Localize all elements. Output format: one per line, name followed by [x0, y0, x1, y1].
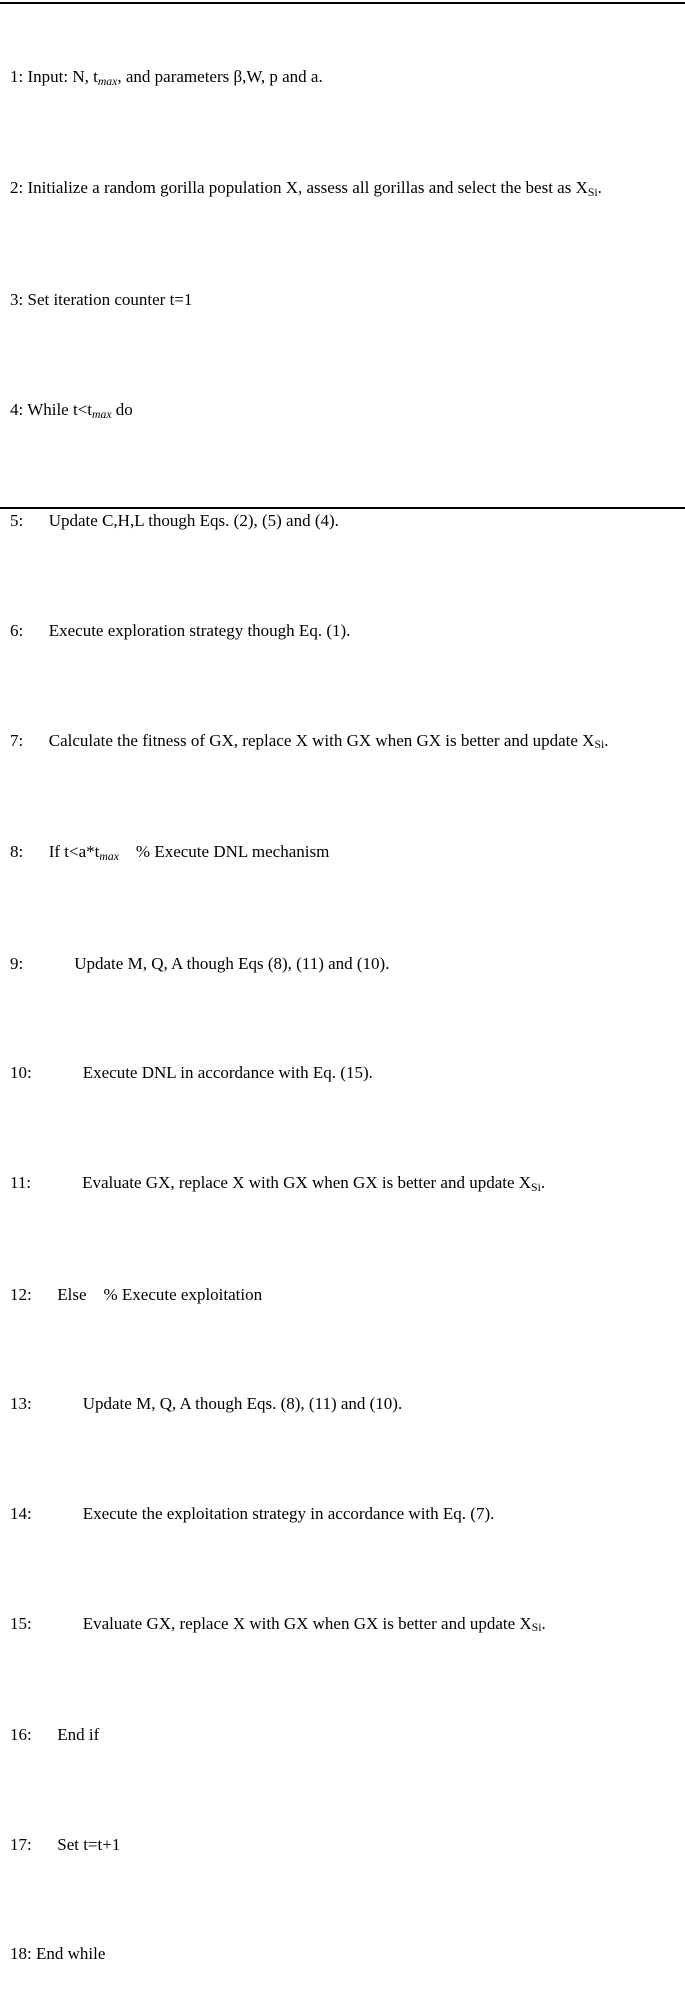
line-number: 16:	[10, 1725, 32, 1745]
algorithm-line	[10, 396, 685, 425]
algorithm-line	[10, 1610, 685, 1639]
line-number: 17:	[10, 1834, 32, 1854]
algorithm-line	[10, 1169, 685, 1198]
line-indent	[32, 1394, 83, 1413]
algorithm-line	[10, 174, 685, 203]
algorithm-line	[10, 838, 685, 867]
line-number: 2:	[10, 178, 24, 198]
line-indent	[23, 621, 49, 640]
line-number: 18:	[10, 1944, 32, 1964]
line-indent	[32, 1614, 83, 1633]
subscript: max	[99, 850, 119, 864]
algorithm-line	[10, 1059, 685, 1086]
line-indent	[32, 1063, 83, 1082]
line-number: 12:	[10, 1284, 32, 1304]
line-number: 5:	[10, 511, 24, 531]
line-number: 15:	[10, 1613, 32, 1633]
subscript: max	[97, 74, 118, 88]
line-text: Execute exploration strategy though Eq. (1).	[48, 620, 351, 640]
algorithm-line	[10, 1390, 685, 1417]
line-text: Calculate the fitness of GX, replace X with GX when GX is better and update XSi.	[48, 730, 609, 752]
subscript: Si	[594, 738, 605, 752]
algorithm-line	[10, 63, 685, 92]
line-text: While t<tmax do	[27, 399, 133, 421]
line-text: Evaluate GX, replace X with GX when GX is better and update XSi.	[82, 1173, 546, 1194]
line-text: End while	[35, 1944, 106, 1964]
line-text: Update M, Q, A though Eqs. (8), (11) and (10).	[82, 1394, 403, 1414]
algorithm-line	[10, 1831, 685, 1858]
algorithm-line	[10, 507, 685, 534]
line-text: Set iteration counter t=1	[27, 290, 193, 310]
line-text: Set t=t+1	[57, 1834, 121, 1854]
algorithm-line	[10, 727, 685, 756]
line-indent	[32, 1835, 58, 1854]
line-number: 1:	[10, 66, 24, 86]
line-text: End if	[57, 1725, 100, 1745]
line-indent	[23, 954, 74, 973]
line-text: If t<a*tmax % Execute DNL mechanism	[48, 842, 330, 864]
line-text: Evaluate GX, replace X with GX when GX is better and update XSi.	[82, 1613, 546, 1635]
line-text: Execute DNL in accordance with Eq. (15).	[82, 1063, 373, 1083]
algorithm-body	[10, 8, 685, 1995]
line-text: Update M, Q, A though Eqs (8), (11) and (10).	[74, 953, 390, 973]
line-text: Update C,H,L though Eqs. (2), (5) and (4).	[48, 511, 339, 531]
line-number: 14:	[10, 1503, 32, 1523]
algorithm-line	[10, 1940, 685, 1967]
algorithm-line	[10, 1500, 685, 1527]
line-number: 10:	[10, 1063, 32, 1083]
line-indent	[32, 1285, 58, 1304]
subscript: Si	[587, 186, 598, 200]
line-number: 6:	[10, 620, 24, 640]
algorithm-line	[10, 1721, 685, 1748]
line-indent	[23, 731, 49, 750]
algorithm-line	[10, 617, 685, 644]
line-indent	[23, 511, 49, 530]
line-number: 4:	[10, 399, 24, 419]
subscript: max	[92, 407, 112, 421]
subscript: Si	[531, 1180, 541, 1194]
line-number: 9:	[10, 953, 24, 973]
line-text: Execute the exploitation strategy in accordance with Eq. (7).	[82, 1503, 495, 1523]
bottom-rule	[0, 507, 685, 509]
line-number: 3:	[10, 290, 24, 310]
top-rule	[0, 2, 685, 4]
line-indent	[31, 1173, 82, 1192]
line-text: Initialize a random gorilla population X, assess all gorillas and select the best as XSi.	[27, 178, 602, 200]
line-number: 13:	[10, 1394, 32, 1414]
algorithm-line	[10, 1281, 685, 1308]
algorithm-line	[10, 286, 685, 313]
line-number: 11:	[10, 1173, 32, 1193]
line-indent	[23, 842, 49, 861]
algorithm-line	[10, 950, 685, 977]
line-indent	[32, 1725, 58, 1744]
line-number: 8:	[10, 842, 24, 862]
subscript: Si	[531, 1621, 542, 1635]
line-indent	[32, 1504, 83, 1523]
line-text: Input: N, tmax, and parameters β,W, p and a.	[27, 66, 323, 88]
line-text: Else % Execute exploitation	[57, 1284, 263, 1304]
line-number: 7:	[10, 730, 24, 750]
